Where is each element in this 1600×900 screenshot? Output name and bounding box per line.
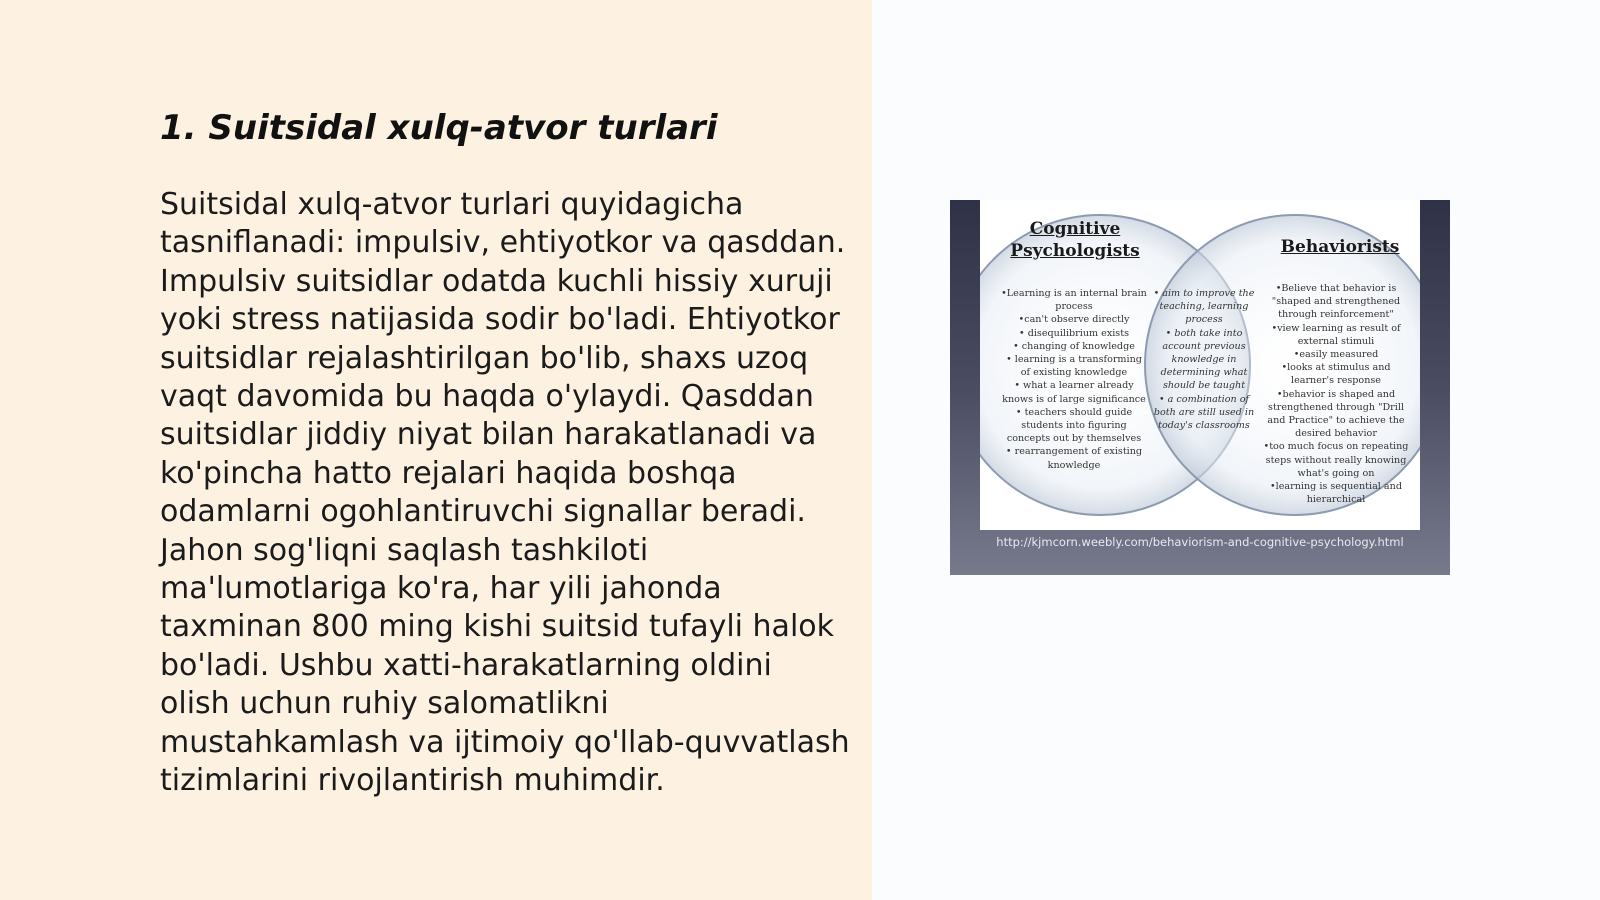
venn-list-item: •easily measured — [1293, 349, 1379, 361]
venn-list-item: • both take into account previous knowledge in determining what should be taught — [1160, 327, 1248, 392]
overlap-list — [1148, 287, 1260, 432]
venn-list-item: •looks at stimulus and learner's response — [1281, 362, 1391, 387]
behaviorists-title: Behaviorists — [1280, 237, 1400, 257]
behaviorist-list — [1260, 282, 1412, 506]
venn-list-item: •view learning as result of external stimuli — [1271, 322, 1401, 347]
venn-list-item: • aim to improve the teaching, learning process — [1153, 288, 1255, 326]
venn-list-item: • rearrangement of existing knowledge — [1005, 446, 1143, 471]
venn-card — [980, 200, 1420, 530]
slide-title: 1. Suitsidal xulq-atvor turlari — [160, 108, 718, 148]
venn-list-item: • disequilibrium exists — [1018, 327, 1130, 339]
venn-list-item: • changing of knowledge — [1013, 340, 1135, 352]
venn-list-item: •behavior is shaped and strengthened through "Drill and Practice" to achieve the desired behavior — [1267, 388, 1405, 440]
venn-list-item: •Believe that behavior is "shaped and strengthened through reinforcement" — [1271, 283, 1401, 321]
venn-list-item: • teachers should guide students into figuring concepts out by themselves — [1006, 406, 1142, 445]
venn-list-item: • what a learner already knows is of large significance — [1002, 380, 1146, 405]
venn-list-item: •Learning is an internal brain process — [1001, 288, 1147, 313]
image-source-url: http://kjmcorn.weebly.com/behaviorism-and-cognitive-psychology.html — [996, 535, 1404, 549]
slide-body-text: Suitsidal xulq-atvor turlari quyidagicha tasniflanadi: impulsiv, ehtiyotkor va qasddan. Impulsiv suitsidlar odatda kuchli hissiy xuruji yoki stress natijasida sodir bo'ladi. Ehtiyotkor suitsidlar rejalashtirilgan bo'lib, shaxs uzoq vaqt davomida bu haqda o'ylaydi. Qasddan suitsidlar jiddiy niyat bilan harakatlanadi va ko'pincha hatto rejalari haqida boshqa odamlarni ogohlantiruvchi signallar beradi. Jahon sog'liqni saqlash tashkiloti ma'lumotlariga ko'ra, har yili jahonda taxminan 800 ming kishi suitsid tufayli halok bo'ladi. Ushbu xatti-harakatlarning oldini olish uchun ruhiy salomatlikni mustahkamlash va ijtimoiy qo'llab-quvvatlash tizimlarini rivojlantirish muhimdir. — [160, 187, 850, 799]
venn-list-item: •can't observe directly — [1018, 314, 1130, 326]
venn-diagram-image — [950, 200, 1450, 575]
venn-list-item: •too much focus on repeating steps without really knowing what's going on — [1263, 441, 1409, 479]
venn-list-item: • learning is a transforming of existing knowledge — [1006, 354, 1142, 379]
venn-list-item: •learning is sequential and hierarchical — [1270, 481, 1402, 506]
venn-list-item: • a combination of both are still used in today's classrooms — [1153, 393, 1255, 432]
cognitive-title: Cognitive Psychologists — [1010, 219, 1140, 261]
cognitive-list — [1000, 287, 1148, 472]
